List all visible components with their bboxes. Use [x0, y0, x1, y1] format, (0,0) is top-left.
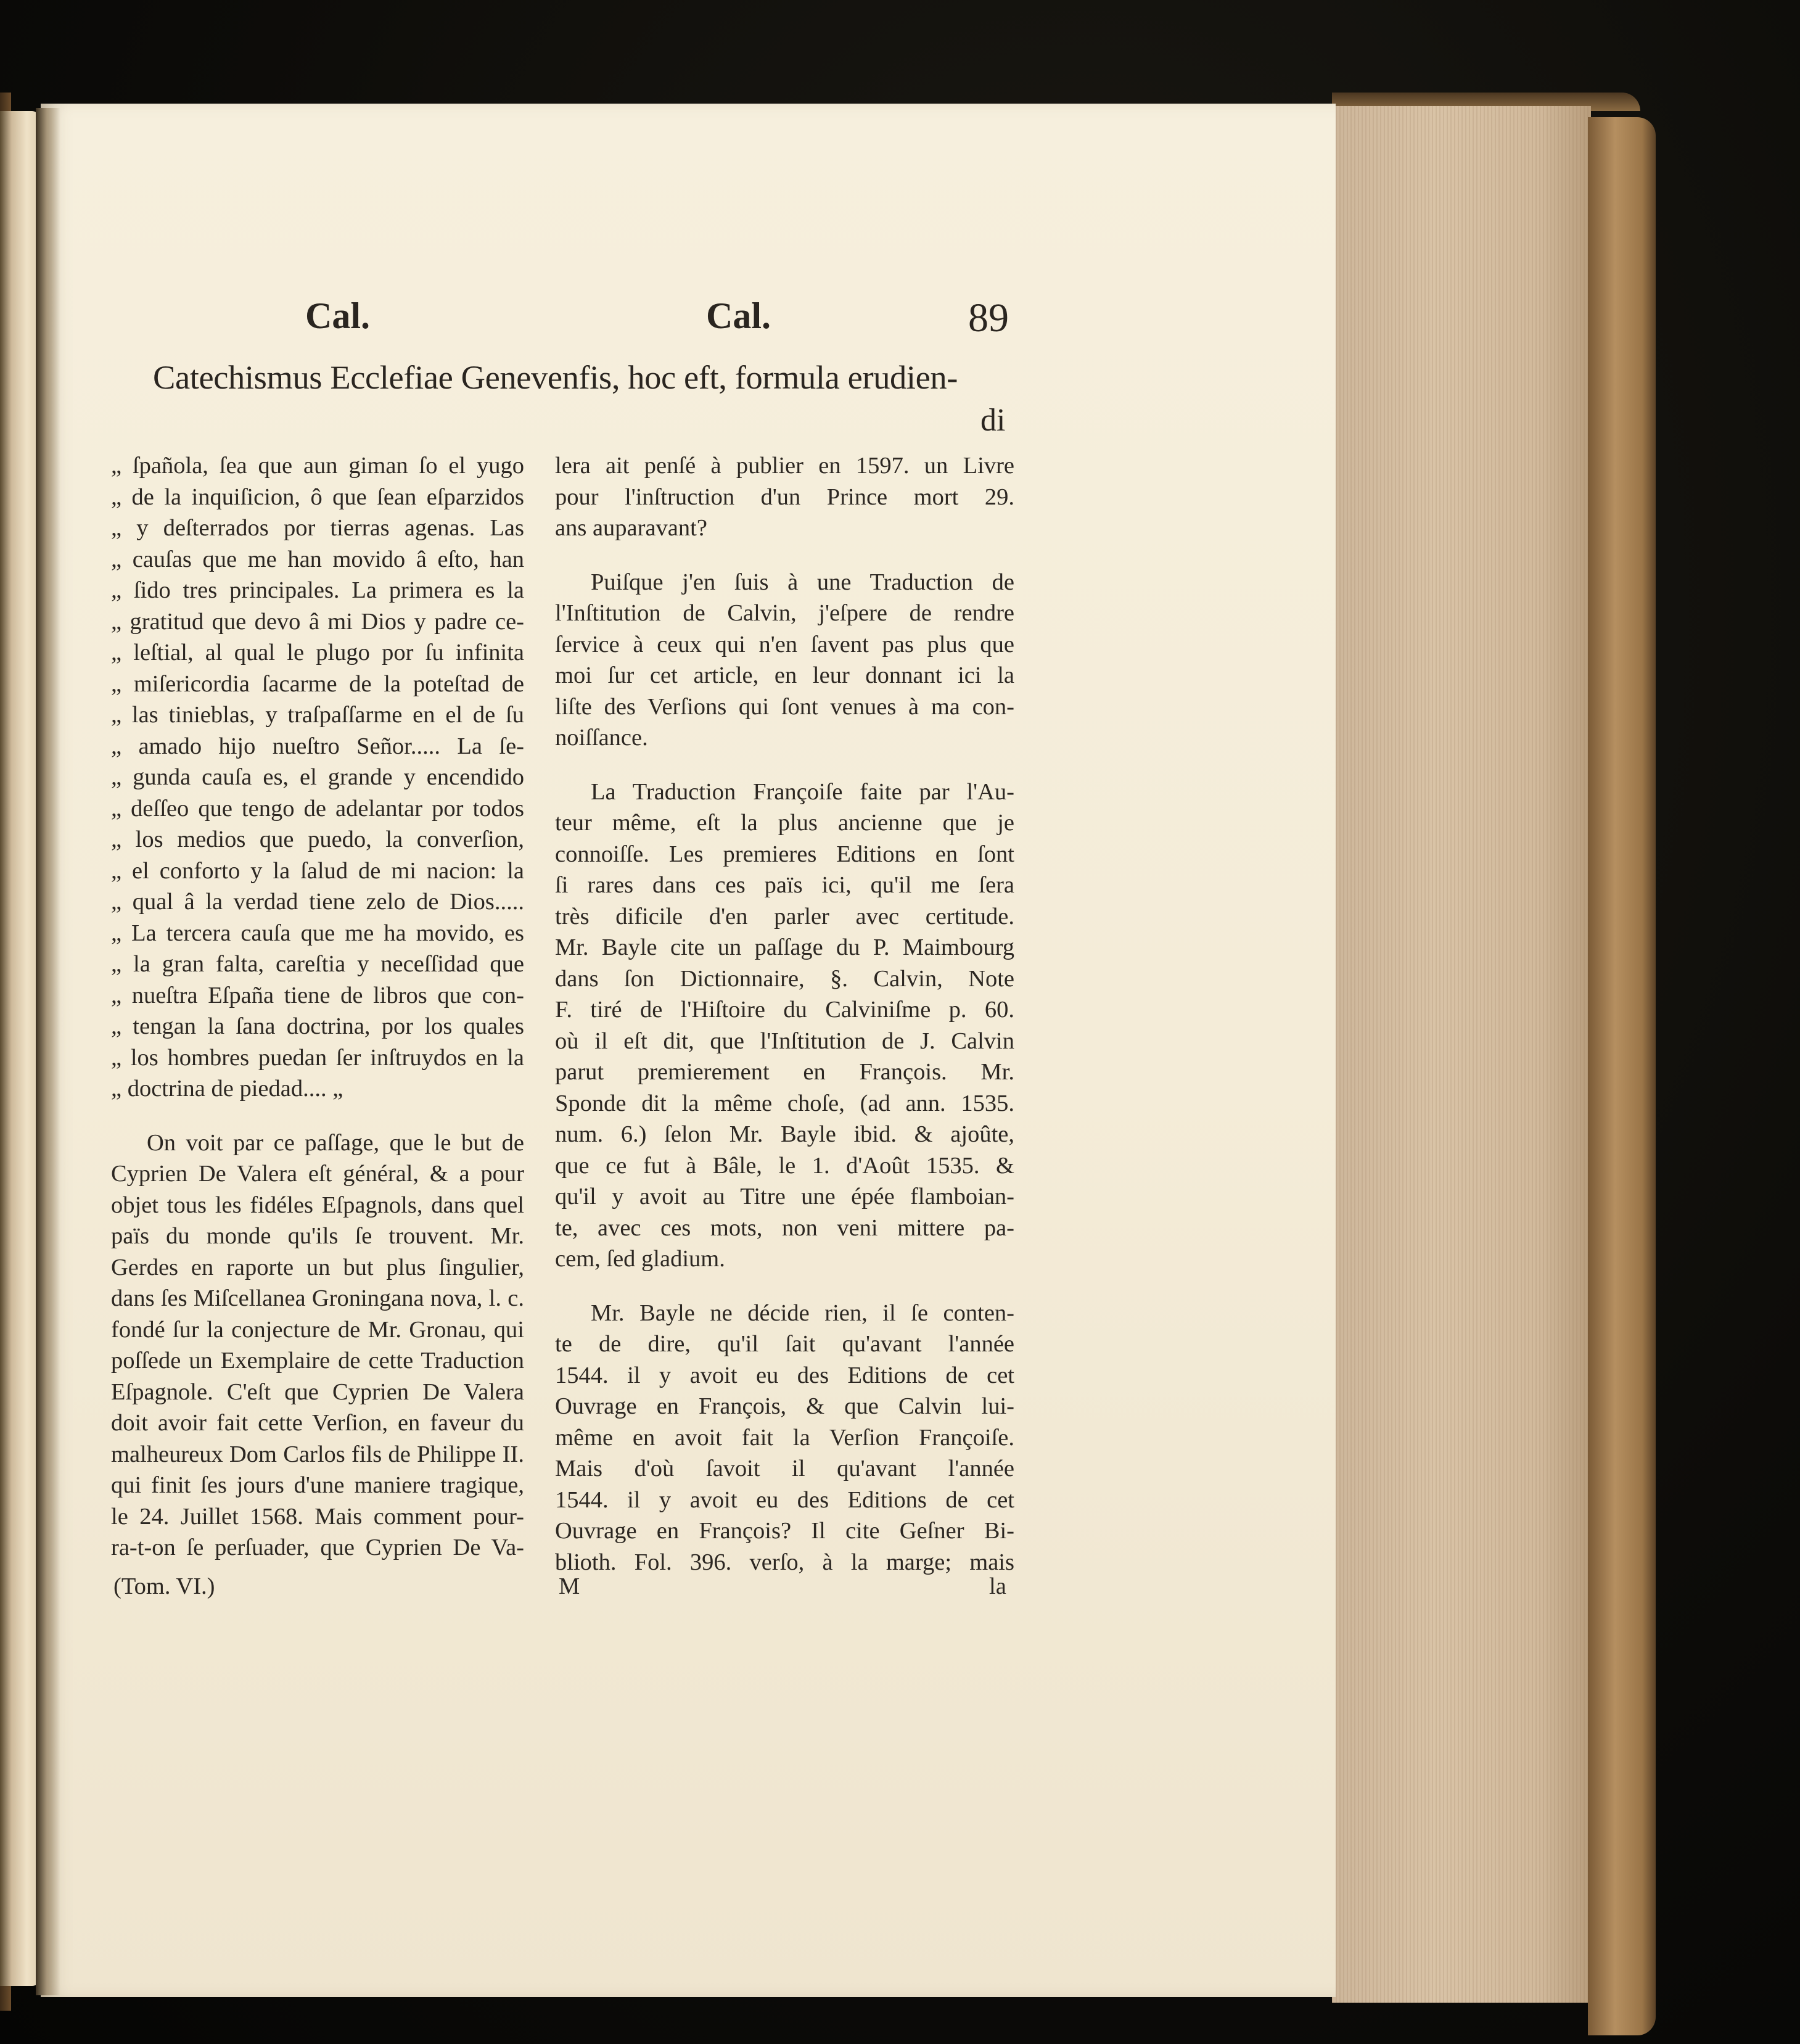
text-line: blioth. Fol. 396. verſo, à la marge; mais: [555, 1549, 1014, 1575]
text-line: „ el conforto y la ſalud de mi nacion: la: [111, 857, 524, 884]
text-line: ſervice à ceux qui n'en ſavent pas plus que: [555, 631, 1014, 657]
text-line: Puiſque j'en ſuis à une Traduction de: [591, 569, 1014, 595]
text-line: ſi rares dans ces païs ici, qu'il me ſera: [555, 872, 1014, 898]
text-line: liſte des Verſions qui ſont venues à ma con-: [555, 693, 1014, 720]
text-line: Ouvrage en François? Il cite Geſner Bi-: [555, 1518, 1014, 1544]
text-line: Gerdes en raporte un but plus ſingulier,: [111, 1254, 524, 1280]
previous-page-edge: [0, 111, 38, 1986]
text-line: „ la gran falta, careſtia y neceſſidad que: [111, 951, 524, 977]
paragraph-gap: [555, 544, 1014, 567]
text-line: „ doctrina de piedad.... „: [111, 1076, 343, 1102]
left-column: [111, 450, 524, 1564]
right-column: [555, 450, 1014, 1578]
paragraph-gap: [111, 1105, 524, 1127]
text-line: 1544. il y avoit eu des Editions de cet: [555, 1486, 1014, 1513]
text-line: cem, ſed gladium.: [555, 1246, 725, 1272]
text-line: ra-t-on ſe perſuader, que Cyprien De Va-: [111, 1535, 524, 1560]
text-line: lera ait penſé à publier en 1597. un Livre: [555, 453, 1014, 479]
text-line: „ cauſas que me han movido â eſto, han: [111, 546, 524, 572]
paragraph-gap: [555, 754, 1014, 777]
entry-title: Catechismus Ecclefiae Genevenfis, hoc eft, formula erudien-: [153, 358, 958, 396]
right-paragraph-bayle: [555, 1298, 1014, 1578]
text-line: connoiſſe. Les premieres Editions en ſont: [555, 841, 1014, 867]
text-line: objet tous les fidéles Eſpagnols, dans quel: [111, 1192, 524, 1218]
running-header-center: Cal.: [706, 295, 771, 336]
signature-mark: M: [559, 1573, 580, 1599]
text-line: où il eſt dit, que l'Inſtitution de J. Calvin: [555, 1028, 1014, 1054]
text-line: païs du monde qu'ils ſe trouvent. Mr.: [111, 1223, 524, 1249]
right-continuation-paragraph: [555, 450, 1014, 544]
text-line: „ qual â la verdad tiene zelo de Dios.....: [111, 889, 524, 915]
text-line: Mr. Bayle ne décide rien, il ſe conten-: [591, 1300, 1014, 1326]
text-line: „ tengan la ſana doctrina, por los quales: [111, 1013, 524, 1039]
text-line: teur même, eſt la plus ancienne que je: [555, 810, 1014, 836]
page-gutter-shadow: [36, 108, 60, 1995]
text-line: „ miſericordia ſacarme de la poteſtad de: [111, 670, 524, 697]
text-line: très dificile d'en parler avec certitude.: [555, 903, 1014, 929]
volume-footer: (Tom. VI.): [113, 1573, 215, 1599]
text-line: fondé ſur la conjecture de Mr. Gronau, qui: [111, 1316, 524, 1343]
text-line: Eſpagnole. C'eſt que Cyprien De Valera: [111, 1378, 524, 1405]
text-line: même en avoit fait la Verſion Françoiſe.: [555, 1424, 1014, 1451]
page-block-edge: [1332, 106, 1591, 2003]
running-header-left: Cal.: [305, 295, 370, 336]
text-line: Mr. Bayle cite un paſſage du P. Maimbourg: [555, 934, 1014, 960]
entry-title-continuation: di: [980, 403, 1006, 438]
text-line: Cyprien De Valera eſt général, & a pour: [111, 1161, 524, 1187]
text-line: „ amado hijo nueſtro Señor..... La ſe-: [111, 733, 524, 759]
text-line: Sponde dit la même choſe, (ad ann. 1535.: [555, 1090, 1014, 1116]
paragraph-gap: [555, 1275, 1014, 1298]
text-line: l'Inſtitution de Calvin, j'eſpere de rendre: [555, 600, 1014, 626]
text-line: F. tiré de l'Hiſtoire du Calviniſme p. 60.: [555, 997, 1014, 1023]
left-quote-paragraph: [111, 450, 524, 1105]
right-book-cover: [1588, 117, 1656, 2035]
text-line: Mais d'où ſavoit il qu'avant l'année: [555, 1456, 1014, 1481]
text-line: 1544. il y avoit eu des Editions de cet: [555, 1362, 1014, 1388]
text-line: le 24. Juillet 1568. Mais comment pour-: [111, 1503, 524, 1530]
text-line: „ La tercera cauſa que me ha movido, es: [111, 920, 524, 946]
text-line: poſſede un Exemplaire de cette Traduction: [111, 1348, 524, 1374]
left-body-paragraph: [111, 1127, 524, 1564]
text-line: dans ſes Miſcellanea Groningana nova, l. c.: [111, 1285, 524, 1311]
text-line: „ de la inquiſicion, ô que ſean eſparzidos: [111, 484, 524, 510]
text-line: ans auparavant?: [555, 515, 707, 541]
text-line: Ouvrage en François, & que Calvin lui-: [555, 1393, 1014, 1419]
text-line: „ los hombres puedan ſer inſtruydos en la: [111, 1044, 524, 1071]
text-line: „ gunda cauſa es, el grande y encendido: [111, 764, 524, 790]
text-line: „ y deſterrados por tierras agenas. Las: [111, 515, 524, 541]
page-number: 89: [968, 295, 1009, 340]
right-paragraph-translation: [555, 567, 1014, 754]
text-line: „ ſido tres principales. La primera es la: [111, 577, 524, 603]
text-line: „ ſpañola, ſea que aun giman ſo el yugo: [111, 453, 524, 479]
text-line: On voit par ce paſſage, que le but de: [147, 1129, 524, 1156]
catchword: la: [989, 1573, 1006, 1599]
text-line: que ce fut à Bâle, le 1. d'Août 1535. &: [555, 1152, 1014, 1179]
text-line: noiſſance.: [555, 725, 648, 751]
text-line: qu'il y avoit au Titre une épée flamboian-: [555, 1184, 1014, 1210]
text-line: te de dire, qu'il ſait qu'avant l'année: [555, 1331, 1014, 1357]
text-line: malheureux Dom Carlos fils de Philippe II.: [111, 1441, 524, 1467]
text-line: „ leſtial, al qual le plugo por ſu infinita: [111, 640, 524, 666]
text-line: La Traduction Françoiſe faite par l'Au-: [591, 778, 1014, 805]
right-paragraph-french-edition: [555, 777, 1014, 1275]
text-line: num. 6.) ſelon Mr. Bayle ibid. & ajoûte,: [555, 1121, 1014, 1147]
text-line: „ las tinieblas, y traſpaſſarme en el de ſu: [111, 702, 524, 728]
text-line: moi ſur cet article, en leur donnant ici la: [555, 662, 1014, 688]
text-line: „ gratitud que devo â mi Dios y padre ce-: [111, 608, 524, 635]
text-line: parut premierement en François. Mr.: [555, 1059, 1014, 1085]
text-line: „ deſſeo que tengo de adelantar por todos: [111, 795, 524, 822]
text-line: „ nueſtra Eſpaña tiene de libros que con-: [111, 982, 524, 1008]
text-line: dans ſon Dictionnaire, §. Calvin, Note: [555, 965, 1014, 992]
text-line: pour l'inſtruction d'un Prince mort 29.: [555, 484, 1014, 510]
text-line: te, avec ces mots, non veni mittere pa-: [555, 1214, 1014, 1241]
text-line: doit avoir fait cette Verſion, en faveur du: [111, 1410, 524, 1436]
text-line: „ los medios que puedo, la converſion,: [111, 826, 524, 852]
text-line: qui finit ſes jours d'une maniere tragique,: [111, 1472, 524, 1498]
